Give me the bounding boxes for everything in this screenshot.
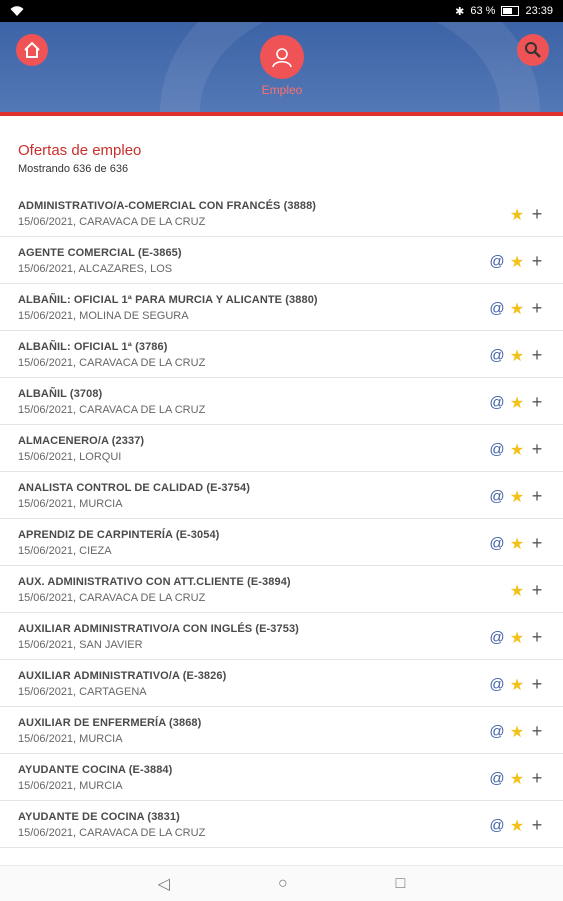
job-row[interactable] [0, 754, 563, 801]
job-title: AUXILIAR DE ENFERMERÍA (3868) [18, 717, 202, 729]
expand-plus-icon[interactable]: + [531, 721, 543, 741]
email-apply-icon[interactable]: @ [489, 300, 505, 317]
favorite-star-icon[interactable]: ★ [509, 488, 525, 506]
job-actions [489, 674, 545, 695]
job-actions [489, 251, 545, 272]
email-apply-icon[interactable]: @ [489, 723, 505, 740]
email-apply-icon[interactable]: @ [489, 253, 505, 270]
job-actions [489, 298, 545, 319]
page-title: Ofertas de empleo [18, 142, 142, 159]
favorite-star-icon[interactable]: ★ [509, 582, 525, 600]
job-actions [489, 627, 545, 648]
job-title: AGENTE COMERCIAL (E-3865) [18, 247, 182, 259]
job-title: AUX. ADMINISTRATIVO CON ATT.CLIENTE (E-3894) [18, 576, 291, 588]
favorite-star-icon[interactable]: ★ [509, 394, 525, 412]
job-title: ALBAÑIL: OFICIAL 1ª PARA MURCIA Y ALICANTE (3880) [18, 294, 318, 306]
home-nav-icon[interactable]: ○ [277, 874, 288, 892]
results-count: Mostrando 636 de 636 [18, 163, 129, 175]
expand-plus-icon[interactable]: + [531, 580, 543, 600]
email-apply-icon[interactable]: @ [489, 441, 505, 458]
job-date-location: 15/06/2021, MURCIA [18, 733, 123, 745]
expand-plus-icon[interactable]: + [531, 345, 543, 365]
job-date-location: 15/06/2021, CARAVACA DE LA CRUZ [18, 404, 206, 416]
battery-icon [501, 6, 519, 16]
job-date-location: 15/06/2021, MURCIA [18, 498, 123, 510]
favorite-star-icon[interactable]: ★ [509, 723, 525, 741]
email-apply-icon[interactable]: @ [489, 488, 505, 505]
home-button[interactable] [16, 34, 48, 66]
job-actions [489, 815, 545, 836]
expand-plus-icon[interactable]: + [531, 204, 543, 224]
favorite-star-icon[interactable]: ★ [509, 676, 525, 694]
status-bar [0, 0, 563, 22]
job-title: AUXILIAR ADMINISTRATIVO/A CON INGLÉS (E-3753) [18, 623, 299, 635]
job-actions [489, 439, 545, 460]
job-title: ALBAÑIL: OFICIAL 1ª (3786) [18, 341, 168, 353]
title-block [18, 142, 141, 175]
job-date-location: 15/06/2021, CARAVACA DE LA CRUZ [18, 827, 206, 839]
job-row[interactable] [0, 378, 563, 425]
expand-plus-icon[interactable]: + [531, 815, 543, 835]
job-row[interactable] [0, 519, 563, 566]
job-row[interactable] [0, 472, 563, 519]
job-date-location: 15/06/2021, LORQUI [18, 451, 122, 463]
job-date-location: 15/06/2021, CIEZA [18, 545, 112, 557]
job-date-location: 15/06/2021, ALCAZARES, LOS [18, 263, 173, 275]
job-row[interactable] [0, 237, 563, 284]
job-title: ADMINISTRATIVO/A-COMERCIAL CON FRANCÉS (3888) [18, 200, 317, 212]
employment-section-button[interactable] [260, 35, 304, 79]
wifi-icon [10, 6, 24, 17]
job-actions [489, 533, 545, 554]
favorite-star-icon[interactable]: ★ [509, 629, 525, 647]
user-icon [271, 46, 293, 68]
job-title: AUXILIAR ADMINISTRATIVO/A (E-3826) [18, 670, 227, 682]
favorite-star-icon[interactable]: ★ [509, 770, 525, 788]
expand-plus-icon[interactable]: + [531, 251, 543, 271]
section-label: Empleo [261, 83, 303, 97]
job-title: AYUDANTE COCINA (E-3884) [18, 764, 173, 776]
job-date-location: 15/06/2021, CARAVACA DE LA CRUZ [18, 216, 206, 228]
favorite-star-icon[interactable]: ★ [509, 347, 525, 365]
recents-icon[interactable]: □ [395, 874, 406, 892]
email-apply-icon[interactable]: @ [489, 629, 505, 646]
email-apply-icon[interactable]: @ [489, 770, 505, 787]
job-date-location: 15/06/2021, MURCIA [18, 780, 123, 792]
email-apply-icon[interactable]: @ [489, 347, 505, 364]
job-title: ANALISTA CONTROL DE CALIDAD (E-3754) [18, 482, 250, 494]
email-apply-icon[interactable]: @ [489, 817, 505, 834]
job-actions [489, 721, 545, 742]
expand-plus-icon[interactable]: + [531, 486, 543, 506]
system-nav-bar [0, 865, 563, 901]
favorite-star-icon[interactable]: ★ [509, 441, 525, 459]
expand-plus-icon[interactable]: + [531, 627, 543, 647]
email-apply-icon[interactable]: @ [489, 394, 505, 411]
job-date-location: 15/06/2021, CARAVACA DE LA CRUZ [18, 592, 206, 604]
job-title: ALBAÑIL (3708) [18, 388, 103, 400]
favorite-star-icon[interactable]: ★ [509, 206, 525, 224]
search-button[interactable] [517, 34, 549, 66]
job-row[interactable] [0, 660, 563, 707]
header-divider [0, 112, 563, 116]
favorite-star-icon[interactable]: ★ [509, 253, 525, 271]
favorite-star-icon[interactable]: ★ [509, 535, 525, 553]
job-actions [489, 392, 545, 413]
job-actions [489, 768, 545, 789]
email-apply-icon[interactable]: @ [489, 676, 505, 693]
expand-plus-icon[interactable]: + [531, 439, 543, 459]
job-row[interactable] [0, 425, 563, 472]
job-row[interactable] [0, 613, 563, 660]
job-actions [489, 486, 545, 507]
job-row[interactable] [0, 284, 563, 331]
back-icon[interactable]: ◁ [157, 875, 170, 893]
job-date-location: 15/06/2021, CARAVACA DE LA CRUZ [18, 357, 206, 369]
header-decoration [160, 22, 540, 112]
home-icon [23, 41, 41, 59]
job-title: ALMACENERO/A (2337) [18, 435, 145, 447]
job-row[interactable] [0, 707, 563, 754]
job-row[interactable] [0, 801, 563, 848]
job-row[interactable] [0, 331, 563, 378]
job-date-location: 15/06/2021, CARTAGENA [18, 686, 147, 698]
email-apply-icon[interactable]: @ [489, 535, 505, 552]
job-actions [489, 345, 545, 366]
expand-plus-icon[interactable]: + [531, 768, 543, 788]
job-row[interactable] [0, 190, 563, 237]
job-actions [509, 204, 545, 225]
job-actions [509, 580, 545, 601]
status-time: 23:39 [525, 5, 553, 17]
job-title: AYUDANTE DE COCINA (3831) [18, 811, 180, 823]
expand-plus-icon[interactable]: + [531, 533, 543, 553]
expand-plus-icon[interactable]: + [531, 392, 543, 412]
battery-percent: 63 % [470, 5, 496, 17]
job-list [0, 190, 563, 848]
job-title: APRENDIZ DE CARPINTERÍA (E-3054) [18, 529, 220, 541]
job-date-location: 15/06/2021, SAN JAVIER [18, 639, 143, 651]
favorite-star-icon[interactable]: ★ [509, 817, 525, 835]
expand-plus-icon[interactable]: + [531, 298, 543, 318]
bluetooth-icon: ✱ [455, 5, 465, 18]
search-icon [524, 41, 542, 59]
expand-plus-icon[interactable]: + [531, 674, 543, 694]
job-row[interactable] [0, 566, 563, 613]
favorite-star-icon[interactable]: ★ [509, 300, 525, 318]
job-date-location: 15/06/2021, MOLINA DE SEGURA [18, 310, 189, 322]
